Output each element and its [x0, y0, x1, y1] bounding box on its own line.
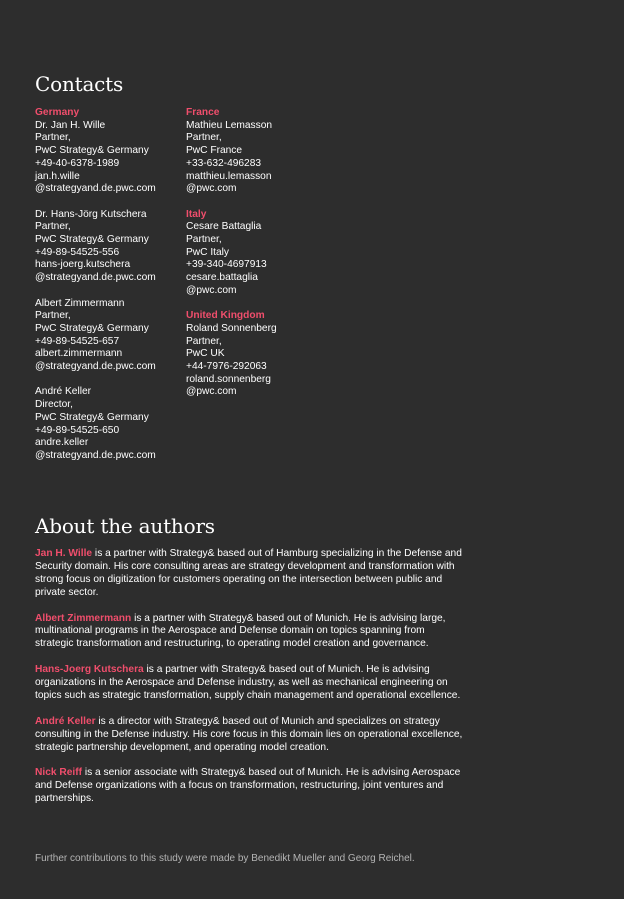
- author-bio-text: is a partner with Strategy& based out of Hamburg specializing in the Defense and Security domain. His core consulting areas are strategy development and transformation with strong focus on digitization for customers operating on the intersection between public and private sector.: [35, 548, 462, 598]
- contact-email-user: matthieu.lemasson: [186, 170, 272, 182]
- contact-card: [186, 209, 336, 298]
- contact-name: Albert Zimmermann: [35, 297, 125, 309]
- contact-role: Director,: [35, 399, 73, 411]
- contact-company: PwC Strategy& Germany: [35, 411, 149, 423]
- contact-phone: +39-340-4697913: [186, 259, 267, 271]
- author-name: Jan H. Wille: [35, 548, 93, 559]
- contact-role: Partner,: [186, 132, 222, 144]
- author-bio: [35, 716, 465, 755]
- contact-company: PwC UK: [186, 348, 225, 360]
- contact-card: [186, 310, 336, 399]
- contact-name: Mathieu Lemasson: [186, 119, 273, 131]
- author-bio-text: is a partner with Strategy& based out of Munich. He is advising organizations in the Aerospace and Defense industry, as well as mechanical engineering on topics such as strategic transformation, supply chain management and operational excellence.: [35, 664, 461, 701]
- contact-email-domain: @strategyand.de.pwc.com: [35, 361, 156, 373]
- contact-card: [35, 107, 185, 196]
- contact-company: PwC France: [186, 145, 243, 157]
- contacts-right-column: [186, 107, 336, 412]
- contact-phone: +49-40-6378-1989: [35, 157, 120, 169]
- about-section: [35, 548, 465, 819]
- contact-card: [35, 209, 185, 285]
- author-bio: [35, 613, 465, 652]
- contact-email-user: cesare.battaglia: [186, 272, 258, 284]
- footer-note: Further contributions to this study were made by Benedikt Mueller and Georg Reichel.: [35, 853, 415, 864]
- contact-role: Partner,: [186, 234, 222, 246]
- contact-email-user: andre.keller: [35, 437, 89, 449]
- contact-phone: +49-89-54525-650: [35, 424, 120, 436]
- contact-company: PwC Strategy& Germany: [35, 145, 149, 157]
- contact-email-domain: @pwc.com: [186, 386, 237, 398]
- contact-email-domain: @pwc.com: [186, 183, 237, 195]
- contact-card: [35, 386, 185, 462]
- contact-email-domain: @strategyand.de.pwc.com: [35, 183, 156, 195]
- author-bio: [35, 767, 465, 806]
- author-name: André Keller: [35, 715, 96, 727]
- contact-name: Dr. Jan H. Wille: [35, 119, 106, 131]
- contact-email-domain: @strategyand.de.pwc.com: [35, 449, 156, 461]
- contact-card: [35, 298, 185, 374]
- author-bio: [35, 548, 465, 600]
- contact-phone: +44-7976-292063: [186, 361, 267, 373]
- contact-role: Partner,: [35, 310, 71, 322]
- contact-name: Roland Sonnenberg: [186, 322, 277, 334]
- contact-email-user: hans-joerg.kutschera: [35, 259, 131, 271]
- contact-region: Italy: [186, 208, 207, 220]
- author-bio: [35, 664, 465, 703]
- author-name: Nick Reiff: [35, 767, 82, 779]
- contacts-heading: Contacts: [35, 72, 124, 96]
- contact-email-domain: @strategyand.de.pwc.com: [35, 272, 156, 284]
- contact-email-user: albert.zimmermann: [35, 348, 123, 360]
- about-heading: About the authors: [35, 514, 215, 538]
- contact-phone: +49-89-54525-657: [35, 335, 120, 347]
- contact-email-user: roland.sonnenberg: [186, 373, 271, 385]
- author-bio-text: is a senior associate with Strategy& based out of Munich. He is advising Aerospace and Defense organizations with a focus on transformation, restructuring, joint ventures and partnerships.: [35, 767, 461, 805]
- author-name: Albert Zimmermann: [35, 612, 132, 624]
- author-bio-text: is a partner with Strategy& based out of Munich. He is advising large, multinational programs in the Aerospace and Defense domain on topics spanning from strategic transformation and restructuring, to operating model creation and governance.: [35, 612, 446, 650]
- contact-company: PwC Strategy& Germany: [35, 234, 149, 246]
- contact-name: André Keller: [35, 386, 92, 398]
- contact-phone: +49-89-54525-556: [35, 246, 120, 258]
- contact-role: Partner,: [35, 221, 71, 233]
- contact-region: France: [186, 107, 220, 118]
- contacts-left-column: [35, 107, 185, 475]
- contact-email-user: jan.h.wille: [35, 170, 80, 182]
- contact-name: Dr. Hans-Jörg Kutschera: [35, 208, 147, 220]
- contact-card: [186, 107, 336, 196]
- contact-phone: +33-632-496283: [186, 157, 262, 169]
- author-name: Hans-Joerg Kutschera: [35, 664, 144, 676]
- contact-role: Partner,: [186, 335, 222, 347]
- contact-region: Germany: [35, 107, 80, 118]
- contact-name: Cesare Battaglia: [186, 221, 262, 233]
- contact-email-domain: @pwc.com: [186, 284, 237, 296]
- contact-region: United Kingdom: [186, 310, 265, 322]
- contact-company: PwC Strategy& Germany: [35, 322, 149, 334]
- contact-company: PwC Italy: [186, 246, 230, 258]
- contact-role: Partner,: [35, 132, 71, 144]
- author-bio-text: is a director with Strategy& based out of Munich and specializes on strategy consulting in the Defense industry. His core focus in this domain lies on operational excellence, strategic partnership development, and operating model creation.: [35, 715, 463, 753]
